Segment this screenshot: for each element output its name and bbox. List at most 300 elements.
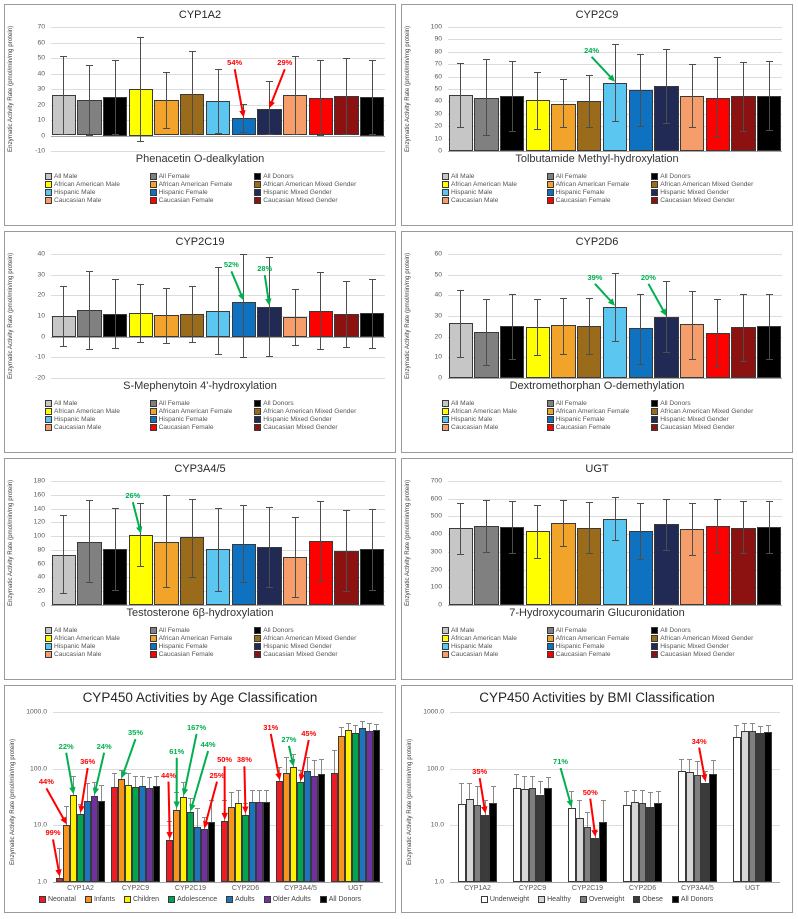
error-bar [320,501,321,581]
error-bar-cap [740,294,747,295]
error-bar-cap [312,760,317,761]
plot-area [9,708,383,892]
bar [631,802,639,882]
bar [599,822,607,882]
error-bar-cap [514,774,519,775]
error-bar [615,497,616,540]
error-bar [615,273,616,341]
y-tick-label: 120 [33,518,45,526]
error-bar [66,806,67,825]
error-bar-cap [112,348,119,349]
y-tick-label: 400 [430,530,442,538]
error-bar-cap [714,499,721,500]
legend-item [254,173,387,180]
legend-swatch [254,408,261,415]
error-bar [348,723,349,730]
legend-swatch [547,635,554,642]
bar [331,773,338,882]
legend-label: Hispanic Male [451,643,493,650]
error-bar-cap [343,591,350,592]
chart-legend [45,627,387,658]
legend-label: African American Mixed Gender [263,181,357,188]
error-bar-cap [292,134,299,135]
legend-item [254,651,387,658]
error-bar [615,44,616,122]
plot-ugt [430,477,782,609]
x-tick-label: UGT [348,885,363,892]
error-bar [372,509,373,590]
annotation-label: 71% [553,757,569,766]
error-bar-cap [189,51,196,52]
error-bar-cap [119,770,124,771]
legend-item [442,189,543,196]
legend-item [547,408,648,415]
y-tick-label: 20 [37,587,45,595]
error-bar [142,776,143,786]
error-bar [540,781,541,794]
legend-label: African American Mixed Gender [660,181,754,188]
error-bar [149,777,150,788]
annotation-label: 36% [80,757,96,766]
gridline [51,136,385,137]
bar [639,803,647,882]
bar [311,776,318,882]
gridline [51,481,385,482]
error-bar-cap [250,790,255,791]
legend-item [442,408,543,415]
error-bar-cap [648,792,653,793]
y-tick-label: -20 [35,374,45,382]
legend-item [45,651,146,658]
legend-item [547,197,648,204]
error-bar [512,501,513,553]
error-bar-cap [483,299,490,300]
legend-label: Adults [235,896,255,903]
error-bar [589,75,590,127]
error-bar [245,803,246,815]
annotation-label: 35% [472,767,488,777]
error-bar-cap [343,134,350,135]
chart-title: UGT [585,463,609,475]
bar [304,771,311,882]
plot-cyp3a45 [33,477,385,609]
legend-label: African American Mixed Gender [660,635,754,642]
legend-item [45,189,146,196]
error-bar-cap [586,354,593,355]
gridline [53,712,383,713]
error-bar-cap [343,510,350,511]
plot-area [404,250,782,382]
legend-swatch [150,181,157,188]
annotation-arrow [53,839,59,871]
y-tick-label: 100 [430,23,442,31]
error-bar-cap [266,507,273,508]
error-bar-cap [112,590,119,591]
y-tick-label: 500 [430,512,442,520]
error-bar-cap [546,777,551,778]
legend-item [45,173,146,180]
error-bar-cap [689,64,696,65]
legend-label: Hispanic Female [555,416,605,423]
error-bar [266,790,267,802]
legend-item [547,416,648,423]
legend-item [150,635,251,642]
bar [366,731,373,882]
error-bar-cap [560,500,567,501]
legend-label: Hispanic Female [158,643,208,650]
legend-label: Overweight [588,896,625,903]
legend-item [651,408,784,415]
error-bar-cap [459,783,464,784]
error-bar [512,294,513,359]
annotation-arrow [561,768,571,802]
chart-title: CYP1A2 [178,9,222,21]
error-bar [485,800,486,815]
gridline [51,27,385,28]
legend-item [547,181,648,188]
error-bar-cap [483,59,490,60]
legend-item [124,896,159,903]
y-tick-label: 0 [438,374,442,382]
error-bar-cap [78,804,83,805]
legend-label: African American Male [451,635,517,642]
legend-item [547,173,648,180]
error-bar-cap [663,123,670,124]
error-bar [190,798,191,812]
legend-item [254,408,387,415]
error-bar [346,510,347,591]
legend-swatch [150,173,157,180]
error-bar-cap [766,61,773,62]
bar [70,795,77,882]
annotation-label: 39% [587,272,603,282]
error-bar-cap [457,127,464,128]
legend-label: Caucasian Male [54,197,102,204]
error-bar [460,503,461,554]
error-bar [372,60,373,134]
error-bar-cap [189,286,196,287]
legend-swatch [651,189,658,196]
chart-panel-ugt [401,458,793,680]
gridline [53,882,383,883]
plot-area [7,477,385,609]
legend-label: Hispanic Male [54,416,96,423]
annotation-label: 61% [169,746,185,756]
legend-swatch [651,651,658,658]
y-tick-label: 40 [434,291,442,299]
error-bar-cap [236,790,241,791]
legend-swatch [547,181,554,188]
error-bar-cap [137,342,144,343]
bar [654,803,662,882]
y-axis-title: Enzymatic Activity Rate (pmol/min/mg protein) [404,252,411,380]
legend-label: All Male [54,173,78,180]
error-bar-cap [137,37,144,38]
legend-item [45,197,146,204]
legend-label: Caucasian Male [451,197,499,204]
legend-swatch [442,173,449,180]
legend-label: Caucasian Female [555,651,611,658]
legend-label: Underweight [489,896,530,903]
legend-label: African American Male [451,408,517,415]
legend-swatch [150,424,157,431]
legend-label: Hispanic Male [451,189,493,196]
error-bar-cap [612,44,619,45]
legend-item [442,181,543,188]
error-bar-cap [277,767,282,768]
legend-item [481,896,529,903]
error-bar-cap [126,773,131,774]
legend-label: All Male [451,627,475,634]
error-bar [183,782,184,797]
y-tick-label: 700 [430,477,442,485]
legend-item [547,400,648,407]
error-bar [589,298,590,354]
legend-swatch [547,424,554,431]
bar [297,782,304,882]
legend-item [651,400,784,407]
error-bar [115,60,116,134]
legend-item [168,896,217,903]
bar [132,787,139,882]
legend-label: All Female [158,400,190,407]
error-bar-cap [243,803,248,804]
error-bar [218,267,219,354]
legend-item [547,635,648,642]
bar [194,827,201,882]
bar [466,799,474,882]
legend-swatch [442,627,449,634]
bar [276,781,283,882]
error-bar [295,289,296,345]
plot-age [26,708,383,886]
chart-panel-cyp2c19 [4,231,396,453]
error-bar-cap [475,786,480,787]
error-bar-cap [292,517,299,518]
error-bar-cap [483,800,488,801]
bar [84,801,91,882]
legend-label: Hispanic Mixed Gender [660,189,729,196]
legend-label: African American Male [54,181,120,188]
legend-swatch [150,627,157,634]
legend-label: All Female [158,627,190,634]
error-bar-cap [663,550,670,551]
error-bar [563,500,564,546]
error-bar-cap [86,65,93,66]
error-bar-cap [679,759,684,760]
legend-label: African American Male [54,408,120,415]
bar [694,775,702,882]
legend-item [150,643,251,650]
legend-item [442,643,543,650]
error-bar-cap [137,566,144,567]
bar [153,786,160,882]
bar [733,737,741,882]
bar [180,797,187,882]
legend-label: African American Female [555,181,630,188]
error-bar [355,725,356,733]
error-bar-cap [586,553,593,554]
legend-swatch [45,416,52,423]
error-bar-cap [637,294,644,295]
legend-label: Hispanic Mixed Gender [660,416,729,423]
error-bar-cap [133,776,138,777]
error-bar-cap [509,61,516,62]
error-bar-cap [637,126,644,127]
error-bar-cap [640,790,645,791]
annotation-layer [450,712,780,882]
legend-item [254,197,387,204]
legend-label: All Donors [660,627,691,634]
error-bar [224,800,225,821]
error-bar-cap [284,757,289,758]
error-bar [666,281,667,352]
bar [513,788,521,882]
y-tick-label: 40 [37,250,45,258]
plot-area [404,23,782,155]
error-bar [259,790,260,802]
error-bar-cap [305,757,310,758]
legend-swatch [320,896,327,903]
error-bar-cap [467,783,472,784]
plot-cyp1a2 [35,23,385,155]
gridline [448,254,782,255]
legend-label: African American Male [54,635,120,642]
error-bar-cap [163,288,170,289]
legend-swatch [254,181,261,188]
legend-label: Caucasian Mixed Gender [660,424,735,431]
error-bar [743,62,744,131]
legend-swatch [150,400,157,407]
error-bar [166,72,167,128]
error-bar [320,272,321,350]
legend-swatch [254,400,261,407]
legend-item [85,896,115,903]
error-bar [516,774,517,788]
bar [686,772,694,882]
error-bar [341,727,342,736]
legend-swatch [547,189,554,196]
y-axis-title: Enzymatic Activity Rate (pmol/min/mg protein) [404,25,411,153]
error-bar-cap [711,760,716,761]
error-bar-cap [714,57,721,58]
legend-item [442,651,543,658]
legend-swatch [124,896,131,903]
annotation-arrowhead [289,759,295,767]
legend-label: All Donors [328,896,362,903]
legend-label: Caucasian Female [158,651,214,658]
legend-label: African American Mixed Gender [263,408,357,415]
bar [146,788,153,882]
error-bar-cap [740,62,747,63]
legend-swatch [150,197,157,204]
x-tick-label: CYP2C19 [174,885,207,892]
legend-label: All Male [451,400,475,407]
legend-swatch [547,408,554,415]
error-bar [243,505,244,581]
legend-item [226,896,254,903]
legend-label: Caucasian Male [54,651,102,658]
y-tick-label: 10 [434,353,442,361]
bar [111,787,118,882]
legend-label: All Donors [263,627,294,634]
error-bar [603,800,604,822]
bar [481,815,489,882]
annotation-label: 38% [236,755,252,765]
y-tick-label: 160 [33,491,45,499]
annotation-label: 45% [301,728,317,738]
gridline [51,254,385,255]
bar [173,810,180,882]
legend-swatch [651,627,658,634]
error-bar [346,58,347,134]
error-bar-cap [167,821,172,822]
error-bar [321,759,322,774]
error-bar-cap [86,135,93,136]
legend-swatch [651,173,658,180]
legend-swatch [547,400,554,407]
error-bar-cap [560,354,567,355]
y-tick-label: 20 [37,101,45,108]
error-bar-cap [209,800,214,801]
error-bar [252,790,253,802]
error-bar [717,57,718,137]
plot-area [7,250,385,382]
error-bar [537,299,538,355]
error-bar [63,515,64,593]
error-bar-cap [612,121,619,122]
legend-item [254,627,387,634]
annotation-arrow [592,57,612,78]
legend-swatch [442,651,449,658]
legend-swatch [264,896,271,903]
legend-item [150,181,251,188]
error-bar-cap [637,559,644,560]
y-axis-title: Enzymatic Activity Rate (pmol/min/mg protein) [7,25,14,153]
bar [263,802,270,882]
annotation-label: 35% [127,728,143,738]
legend-swatch [45,627,52,634]
legend-swatch [150,416,157,423]
error-bar [493,786,494,803]
error-bar-cap [714,299,721,300]
legend-item [254,400,387,407]
error-bar-cap [60,515,67,516]
y-tick-label: 140 [33,505,45,513]
legend-swatch [150,408,157,415]
annotation-label: 44% [200,740,216,749]
error-bar [736,725,737,738]
legend-swatch [254,651,261,658]
error-bar-cap [343,281,350,282]
chart-legend [45,400,387,431]
legend-label: Caucasian Mixed Gender [263,424,338,431]
bar [458,804,466,882]
error-bar-cap [534,355,541,356]
y-tick-label: 10.0 [33,821,47,829]
error-bar [314,760,315,775]
legend-label: All Male [54,400,78,407]
legend-swatch [150,643,157,650]
legend-swatch [254,643,261,650]
y-tick-label: 0 [438,147,442,155]
legend-swatch [45,181,52,188]
error-bar [744,723,745,731]
error-bar [89,65,90,135]
bar [345,730,352,882]
error-bar [666,499,667,549]
error-bar-cap [240,357,247,358]
